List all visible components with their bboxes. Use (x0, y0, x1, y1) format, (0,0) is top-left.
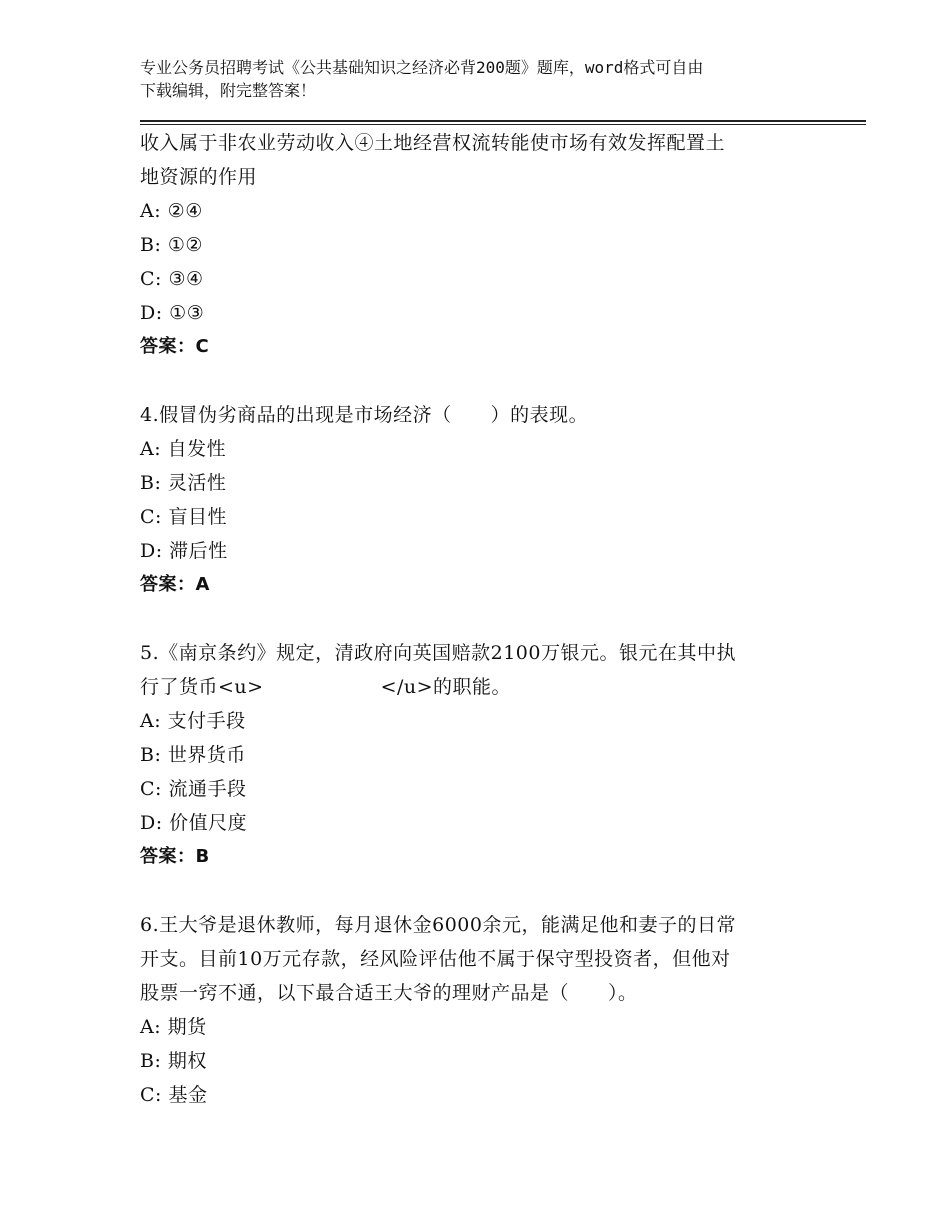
option-b: B: ①② (140, 234, 203, 256)
option-d: D: ①③ (140, 302, 205, 324)
option-b: B: 灵活性 (140, 472, 227, 494)
option-a: A: ②④ (140, 200, 203, 222)
option-c: C: 流通手段 (140, 778, 247, 800)
question-text: 股票一窍不通，以下最合适王大爷的理财产品是（ ）。 (140, 982, 638, 1004)
answer-label: 答案：A (140, 574, 210, 595)
document-header (140, 56, 820, 102)
question-text: 6.王大爷是退休教师，每月退休金6000余元，能满足他和妻子的日常 (140, 914, 736, 936)
option-a: A: 支付手段 (140, 710, 246, 732)
option-a: A: 自发性 (140, 438, 227, 460)
question-text: 4.假冒伪劣商品的出现是市场经济（ ）的表现。 (140, 404, 589, 426)
question-5 (140, 636, 820, 874)
header-line-1: 专业公务员招聘考试《公共基础知识之经济必背200题》题库，word格式可自由 (140, 58, 704, 77)
question-text: 行了货币<u> </u>的职能。 (140, 676, 512, 698)
option-a: A: 期货 (140, 1016, 207, 1038)
question-4 (140, 398, 820, 602)
header-line-2: 下载编辑，附完整答案！ (140, 81, 317, 100)
spacer (140, 602, 820, 636)
question-text: 5.《南京条约》规定，清政府向英国赔款2100万银元。银元在其中执 (140, 642, 736, 664)
question-6 (140, 908, 820, 1112)
option-c: C: ③④ (140, 268, 204, 290)
option-d: D: 价值尺度 (140, 812, 248, 834)
option-c: C: 盲目性 (140, 506, 227, 528)
option-d: D: 滞后性 (140, 540, 228, 562)
option-b: B: 世界货币 (140, 744, 246, 766)
question-3 (140, 126, 820, 364)
question-text: 地资源的作用 (140, 166, 258, 188)
question-text: 开支。目前10万元存款，经风险评估他不属于保守型投资者，但他对 (140, 948, 731, 970)
question-list (140, 126, 820, 1112)
answer-label: 答案：C (140, 336, 210, 357)
spacer (140, 364, 820, 398)
question-text: 收入属于非农业劳动收入④土地经营权流转能使市场有效发挥配置土 (140, 132, 726, 154)
answer-label: 答案：B (140, 846, 210, 867)
header-rule-thin (140, 124, 866, 125)
header-rule-thick (140, 120, 866, 122)
spacer (140, 874, 820, 908)
option-b: B: 期权 (140, 1050, 207, 1072)
option-c: C: 基金 (140, 1084, 208, 1106)
